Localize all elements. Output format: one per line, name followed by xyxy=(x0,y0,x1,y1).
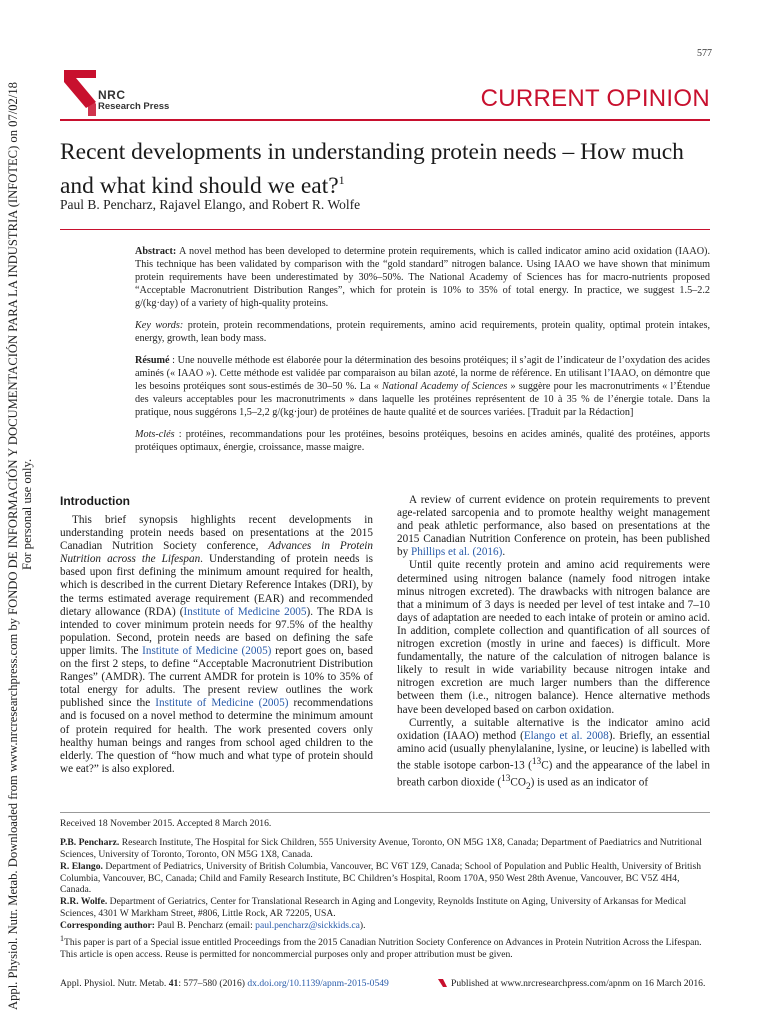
article-title xyxy=(60,138,710,200)
corresponding-email-link[interactable]: paul.pencharz@sickkids.ca xyxy=(255,920,360,932)
affiliation-wolfe-name: R.R. Wolfe. xyxy=(60,896,108,908)
affiliation-pencharz-text: Research Institute, The Hospital for Sick Children, 555 University Avenue, Toronto, ON M5G 1X8, Canada; Department of Paediatrics and Nutritional Sciences, University of Toronto, Toronto, ON M5G 1X8, Canada. xyxy=(60,837,702,860)
journal-citation xyxy=(60,978,389,989)
nrc-mark-icon xyxy=(438,979,447,987)
affiliation-pencharz xyxy=(60,837,710,860)
motscles-text: : protéines, recommandations pour les protéines, besoins protéiques, besoins en acides aminés, qualité des protéines, apports protéiques optimaux, énergie, croissance, masse maigre. xyxy=(135,429,710,453)
citation-volume: 41 xyxy=(168,978,179,989)
ref-link-phillips-2016[interactable]: Phillips et al. (2016) xyxy=(410,546,503,559)
received-dates: Received 18 November 2015. Accepted 8 March 2016. xyxy=(60,818,272,829)
body-column-left xyxy=(60,494,373,776)
citation-journal: Appl. Physiol. Nutr. Metab. xyxy=(60,978,169,989)
right-text-3a: Currently, a suitable alternative is the indicator amino acid oxidation (IAAO) method ( xyxy=(397,716,710,742)
published-notice xyxy=(438,978,705,989)
publisher-logo-text xyxy=(98,89,169,112)
footnote-1-mark: 1 xyxy=(60,933,64,943)
footnote-rule xyxy=(60,812,710,813)
right-text-1b: . xyxy=(502,546,506,559)
affiliation-pencharz-name: P.B. Pencharz. xyxy=(60,837,120,849)
abstract-paragraph xyxy=(135,245,710,310)
ref-link-iom-2005-b[interactable]: Institute of Medicine (2005) xyxy=(142,644,272,657)
introduction-heading: Introduction xyxy=(60,494,130,508)
doi-link[interactable]: dx.doi.org/10.1139/apnm-2015-0549 xyxy=(247,978,389,989)
resume-paragraph xyxy=(135,354,710,419)
keywords-paragraph xyxy=(135,319,710,345)
c13-superscript: 13 xyxy=(531,756,542,767)
intro-text-b: . Understanding of protein needs is based upon first defining the minimum amount required for health, which is described in the current Dietary Reference Intakes (DRI), by the terms estimated average requirement (EAR) and recommended dietary allowance (RDA) ( xyxy=(60,553,373,618)
article-title-text: Recent developments in understanding protein needs – How much and what kind should we eat? xyxy=(60,139,684,199)
keywords-text: protein, protein recommendations, protein requirements, amino acid requirements, protein quality, optimal protein intakes, energy, growth, lean body mass. xyxy=(135,320,711,344)
section-label: CURRENT OPINION xyxy=(480,85,710,112)
corresponding-author xyxy=(60,920,710,931)
footnotes-block xyxy=(60,818,710,962)
published-text: Published at www.nrcresearchpress.com/apnm on 16 March 2016. xyxy=(451,978,706,989)
download-notice xyxy=(6,82,34,1010)
resume-text-end: » suggère pour les macronutriments « l’Étendue des valeurs acceptables pour les macronutriments » dans laquelle les protéines représentent de 10 à 35 % de l’énergie totale. Dans la pratique, nous suggérons 1,5–2,2 g/(kg·jour) de protéines de haute qualité et de sources variées. [Traduit par la Rédaction] xyxy=(135,381,710,418)
affiliation-elango xyxy=(60,861,710,895)
article-authors: Paul B. Pencharz, Rajavel Elango, and Robert R. Wolfe xyxy=(60,197,361,212)
right-paragraph-1 xyxy=(397,494,710,559)
affiliation-elango-text: Department of Pediatrics, University of British Columbia, Vancouver, BC V6T 1Z9, Canada; School of Population and Public Health, University of British Columbia, Vancouver, BC, Canada; Child and Family Research Institute, BC Children’s Hospital, Room 170A, 950 West 28th Avenue, Vancouver, BC V5Z 4H4, Canada. xyxy=(60,861,702,896)
ref-link-elango-2008[interactable]: Elango et al. 2008 xyxy=(523,729,609,742)
co2-subscript: 2 xyxy=(525,781,531,792)
right-text-1a: A review of current evidence on protein requirements to prevent age-related sarcopenia and to promote healthy weight management and peak athletic performance, also based on presentations at the 2015 Canadian Nutrition Conference on protein, has been published by xyxy=(397,494,710,559)
right-text-3b: ). Briefly, an essential amino acid (usually phenylalanine, lysine, or leucine) is labelled with the stable isotope carbon-13 ( xyxy=(397,729,710,772)
body-column-right xyxy=(397,494,710,794)
resume-label: Résumé xyxy=(135,355,170,366)
page-number: 577 xyxy=(697,48,712,59)
download-notice-line1: Appl. Physiol. Nutr. Metab. Downloaded from www.nrcresearchpress.com by FONDO DE INFORMACIÓN Y DOCUMENTACIÓN PARA LA INDUSTRIA (INFOTEC) on 07/02/18 xyxy=(6,82,20,1010)
right-paragraph-3: Currently, a suitable alternative is the indicator amino acid oxidation (IAAO) method (Elango et al. 2008). Briefly, an essential amino acid (usually phenylalanine, lysine, or leucine) is labelled with the stable isotope carbon-13 ($^{13}$C) and the appearance of the label in breath carbon dioxide $(^{13}CO_2)$ is used as an indicator of xyxy=(397,716,710,792)
intro-text-c: ). The RDA is intended to cover minimum protein needs for 97.5% of the healthy population. Second, protein needs are based on defining the safe upper limits. The xyxy=(60,605,374,657)
ref-link-iom-2005[interactable]: Institute of Medicine 2005 xyxy=(183,605,307,618)
publisher-logo-name: NRC xyxy=(98,88,126,102)
affiliation-elango-name: R. Elango. xyxy=(60,861,103,873)
intro-paragraph xyxy=(60,514,373,776)
co2-superscript: 13 xyxy=(501,773,511,784)
intro-conference-title: Advances in Protein Nutrition across the Lifespan xyxy=(60,540,373,566)
corresponding-author-label: Corresponding author: xyxy=(60,920,155,932)
publisher-logo-subtitle: Research Press xyxy=(98,101,170,112)
citation-pages: : 577–580 (2016) xyxy=(178,978,248,989)
corresponding-author-text: Paul B. Pencharz (email: xyxy=(154,920,256,932)
title-rule xyxy=(60,229,710,230)
footnote-1 xyxy=(60,933,710,949)
abstract-text: A novel method has been developed to determine protein requirements, which is called indicator amino acid oxidation (IAAO). This technique has been validated by comparison with the “gold standard” nitrogen balance. Using IAAO we have shown that minimum protein requirements have been underestimated by 30%–50%. The National Academy of Sciences has for macro-nutrients proposed “Acceptable Macronutrient Distribution Ranges”, which for protein is 10% to 35% of total energy. In practice, we suggest 1.5–2.2 g/(kg·day) of a variety of high-quality proteins. xyxy=(135,246,710,309)
right-paragraph-2: Until quite recently protein and amino acid requirements were determined using nitrogen balance (namely food nitrogen intake minus nitrogen excreted). The drawbacks with nitrogen balance are that a minimum of 3 days is needed per level of test intake and 7–10 days of adaptation are needed to each intake of protein or amino acid. In addition, complete collection and quantification of all sources of nitrogen excretion (mostly in urine and faeces) is difficult. More fundamentally, the nature of the calculation of nitrogen balance is likely to result in wide variability because nitrogen intake and nitrogen excretion are much larger numbers than the difference between them (i.e., nitrogen balance). Hence alternative methods have been developed based on carbon oxidation. xyxy=(397,559,710,716)
abstract-label: Abstract: xyxy=(135,246,177,257)
motscles-label: Mots-clés xyxy=(135,429,175,440)
corresponding-author-end: ). xyxy=(359,920,366,932)
motscles-paragraph xyxy=(135,428,710,454)
footnote-1-text: This paper is part of a Special issue entitled Proceedings from the 2015 Canadian Nutrition Society Conference on Advances in Protein Nutrition Across the Lifespan. xyxy=(64,936,702,948)
right-text-3d: ) is used as an indicator of xyxy=(530,776,649,789)
ref-link-iom-2005-c[interactable]: Institute of Medicine (2005) xyxy=(155,697,289,710)
resume-italic: National Academy of Sciences xyxy=(382,381,508,392)
header-rule xyxy=(60,119,710,121)
right-text-3c: C) and the appearance of the label in breath carbon dioxide ( xyxy=(397,759,710,789)
resume-text: : Une nouvelle méthode est élaborée pour la détermination des besoins protéiques; il s’agit de l’indicateur de l’oxydation des acides aminés (« IAAO »). Cette méthode est validée par comparaison au bilan azoté, la norme de référence. En utilisant l’IAAO, on démontre que les besoins protéiques sont sous-estimés de 30–50 %. La « xyxy=(135,355,710,392)
intro-text-a: This brief synopsis highlights recent developments in understanding protein needs based on presentations at the 2015 Canadian Nutrition Society conference, xyxy=(60,514,373,553)
affiliation-wolfe xyxy=(60,896,710,919)
abstract-block xyxy=(135,245,710,463)
title-footnote-mark[interactable]: 1 xyxy=(338,173,345,187)
keywords-label: Key words: xyxy=(135,320,184,331)
download-notice-strip xyxy=(0,0,40,1024)
open-access-note: This article is open access. Reuse is permitted for noncommercial purposes only and proper attribution must be given. xyxy=(60,949,513,961)
intro-text-e: recommendations and is focused on a novel method to determine the minimum amount of protein required for health. The work presented covers only healthy human beings and ranges from school aged children to the elderly. The question of “how much and what type of protein should we eat?” is also explored. xyxy=(60,697,374,775)
intro-text-d: report goes on, based on the first 2 steps, to define “Acceptable Macronutrient Distribution Ranges” (AMDR). The current AMDR for protein is 10% to 35% of total energy for adults. The present review outlines the work published since the xyxy=(60,644,373,710)
download-notice-line2: For personal use only. xyxy=(20,458,34,570)
affiliation-wolfe-text: Department of Geriatrics, Center for Translational Research in Aging and Longevity, Reynolds Institute on Aging, University of Arkansas for Medical Sciences, 4301 W Markham Street, #806, Little Rock, AR 72205, USA. xyxy=(60,896,687,919)
